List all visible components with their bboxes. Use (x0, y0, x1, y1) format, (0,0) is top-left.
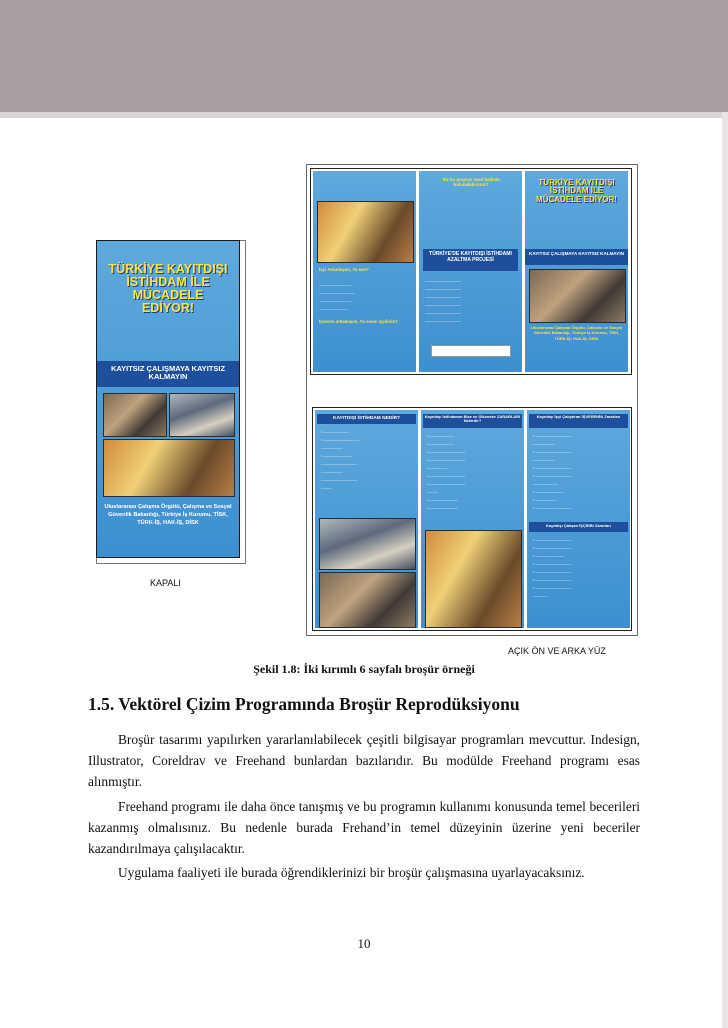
back-col1-lines: • ——————— • —————————— —————— • ———————— —————————— —————— —————————— ——— (321, 430, 360, 490)
back-col2-heading: Kayıtdışı İstihdamın Bize ve Ülkemize ZARARLARI Nelerdir? (424, 414, 521, 424)
cover-photo-1 (103, 393, 167, 437)
front-col1-lines: ————————— —————————— ————————— ———————— (319, 283, 355, 311)
back-photo-2 (319, 572, 416, 628)
closed-brochure-cover (96, 240, 240, 558)
back-photo-3 (425, 530, 522, 628)
page-number: 10 (357, 936, 371, 951)
back-column-1 (315, 410, 418, 628)
back-photo-1 (319, 518, 416, 570)
front-column-2 (419, 171, 522, 372)
front-col3-slogan: KAYITSIZ ÇALIŞMAYA KAYITSIZ KALMAYIN (529, 251, 624, 256)
page-edge-strip (722, 112, 728, 1028)
back-col3-heading: Kayıtdışı İşçi Çalıştıran İŞVERENİN Zararları (536, 414, 621, 419)
back-col3-lines: • —————————— —————— • —————————— —————— • —————————— • —————————— ——————— • ———————— • —————— • —————————— (533, 434, 572, 510)
front-column-3 (525, 171, 628, 372)
back-column-3 (527, 410, 630, 628)
open-label: AÇIK ÖN VE ARKA YÜZ (508, 646, 606, 656)
back-col1-heading: KAYITDIŞI İSTİHDAM NEDİR? (333, 416, 400, 421)
paragraph-1-text: Broşür tasarımı yapılırken yararlanılabilecek çeşitli bilgisayar programları mevcuttur. Indesign, Illustrator, Coreldrav ve Freehand bunlardan bazılarıdır. Bu modülde Freehand programı esas alınmıştır. (88, 732, 640, 789)
front-col2-title: TÜRKİYE'DE KAYITDIŞI İSTİHDAMI AZALTMA PROJESİ (429, 251, 512, 263)
front-col2-contacts: —————————— —————————— —————————— —————————— —————————— —————————— (425, 279, 461, 323)
paragraph-2-text: Freehand programı ile daha önce tanışmış ve bu programın kullanımı konusunda temel becerileri kazanmış olmalısınız. Bu nedenle burada Frehand’in temel düzeyinin üzerine yeni beceriler kazandırılmaya çalışılacaktır. (88, 799, 640, 856)
cover-footer: Uluslararası Çalışma Örgütü, Çalışma ve Sosyal Güvenlik Bakanlığı, Türkiye İş Kurumu, TİSK, TÜRK-İŞ, HAK-İŞ, DİSK (104, 504, 232, 526)
brochure-front-sheet (310, 168, 632, 375)
paragraph-3-text: Uygulama faaliyeti ile burada öğrendiklerinizi bir broşür çalışmasına uyarlayacaksınız. (118, 865, 585, 880)
figure-caption: Şekil 1.8: İki kırımlı 6 sayfalı broşür örneği (253, 662, 475, 676)
back-col2-lines: • ——————— • ——————— • —————————— • —————————— • ————— • —————————— • —————————— ——— • ———————— • ———————— (427, 434, 466, 510)
cover-photo-2 (169, 393, 235, 437)
cover-photo-3 (103, 439, 235, 497)
front-photo-2 (529, 269, 626, 323)
paragraph-1 (88, 729, 640, 792)
paragraph-2 (88, 796, 640, 859)
closed-label: KAPALI (150, 578, 181, 588)
front-col1-heading-2: İşveren arkadaşım, Ya senin işçilerin? (319, 319, 398, 324)
back-col3-heading-2: Kayıtdışı Çalışan İŞÇİNİN Zararları (546, 523, 611, 528)
front-col1-heading: İşçi Arkadaşım, Ya sen? (319, 267, 369, 272)
front-col2-logos (431, 345, 511, 357)
front-col3-footer: Uluslararası Çalışma Örgütü, Çalışma ve Sosyal Güvenlik Bakanlığı, Türkiye İş Kurumu, TİSK, TÜRK-İŞ, HAK-İŞ, DİSK (531, 325, 622, 341)
front-col2-heading: Siz bu projeye nasıl katkıda bulunabilirsiniz? (442, 177, 500, 187)
front-photo-1 (317, 201, 414, 263)
back-col3-lines-2: • —————————— • —————————— • ———————— • —————————— • —————————— • —————————— • —————————— ———— (533, 538, 572, 598)
paragraph-3 (88, 862, 640, 883)
back-column-2 (421, 410, 524, 628)
section-title: 1.5. Vektörel Çizim Programında Broşür Reprodüksiyonu (88, 694, 520, 714)
header-divider (0, 112, 728, 118)
front-column-1 (313, 171, 416, 372)
brochure-back-sheet (312, 407, 632, 631)
cover-slogan: KAYITSIZ ÇALIŞMAYA KAYITSIZ KALMAYIN (110, 364, 226, 382)
page-header-band (0, 0, 728, 112)
cover-title: TÜRKİYE KAYITDIŞI İSTİHDAM İLE MÜCADELE EDİYOR! (108, 262, 228, 316)
front-col3-title: TÜRKİYE KAYITDIŞI İSTİHDAM İLE MÜCADELE EDİYOR! (536, 178, 617, 204)
